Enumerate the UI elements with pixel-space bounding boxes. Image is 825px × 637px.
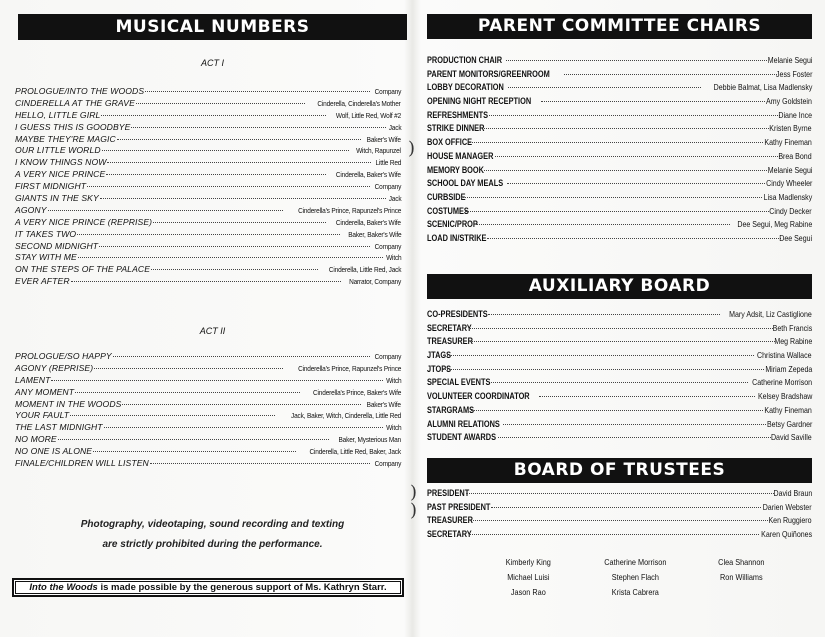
musical-numbers-title: MUSICAL NUMBERS (115, 17, 310, 37)
song-row (15, 434, 401, 446)
leader-dots (75, 392, 300, 393)
leader-dots (136, 103, 305, 104)
song-performers: Company (374, 352, 401, 361)
song-performers: Baker's Wife (366, 399, 401, 409)
song-performers: Cinderella, Little Red, Jack (328, 265, 401, 275)
song-row (15, 122, 401, 134)
leader-dots (471, 410, 763, 411)
song-row (15, 205, 401, 217)
leader-dots (102, 150, 350, 151)
song-title: OUR LITTLE WORLD (15, 145, 101, 156)
song-row (15, 387, 401, 399)
song-row (15, 110, 401, 122)
song-row (15, 157, 401, 169)
role-row (427, 137, 812, 151)
trustee-member: Clea Shannon (718, 557, 765, 567)
parent-committee-list (427, 55, 812, 247)
leader-dots (113, 356, 370, 357)
role-row (427, 432, 812, 446)
role-row (427, 206, 812, 220)
role-row (427, 419, 812, 433)
role-name: Darien Webster (763, 501, 812, 512)
role-name: Diane Ince (778, 109, 812, 120)
song-row (15, 458, 401, 470)
role-row (427, 364, 812, 378)
song-performers: Little Red (375, 158, 401, 168)
leader-dots (101, 115, 326, 116)
song-title: I KNOW THINGS NOW (15, 157, 107, 168)
role-name: Kathy Fineman (764, 404, 812, 415)
song-title: NO ONE IS ALONE (15, 446, 93, 457)
sponsor-box (12, 578, 404, 597)
role-row (427, 165, 812, 179)
leader-dots (106, 174, 326, 175)
song-title: CINDERELLA AT THE GRAVE (15, 97, 135, 108)
binding-mark: ) (410, 500, 418, 521)
leader-dots (487, 238, 781, 239)
role-title: PRESIDENT (427, 488, 470, 498)
leader-dots (58, 439, 329, 440)
leader-dots (488, 314, 720, 315)
role-name: Miriam Zepeda (765, 363, 812, 374)
leader-dots (48, 210, 283, 211)
leader-dots (71, 281, 341, 282)
role-title: LOAD IN/STRIKE (427, 232, 487, 243)
leader-dots (131, 127, 385, 128)
role-row (427, 69, 812, 83)
song-title: NO MORE (15, 434, 57, 445)
song-performers: Witch, Rapunzel (356, 146, 401, 156)
song-performers: Cinderella's Prince, Baker's Wife (312, 387, 401, 397)
leader-dots (151, 269, 318, 270)
leader-dots (491, 382, 748, 383)
role-row (427, 405, 812, 419)
role-name: Ken Ruggiero (768, 515, 812, 526)
leader-dots (470, 341, 775, 342)
song-performers: Jack (388, 122, 401, 132)
song-title: STAY WITH ME (15, 252, 77, 263)
role-name: Amy Goldstein (766, 96, 812, 107)
song-row (15, 399, 401, 411)
role-name: Melanie Segui (767, 55, 812, 65)
role-row (427, 502, 812, 516)
role-name: Brea Bond (778, 150, 812, 161)
song-performers: Baker, Mysterious Man (338, 435, 401, 445)
role-name: Meg Rabine (773, 336, 812, 347)
song-title: ON THE STEPS OF THE PALACE (15, 264, 151, 275)
role-row (427, 151, 812, 165)
role-row (427, 178, 812, 192)
leader-dots (470, 520, 768, 521)
role-title: PRODUCTION CHAIR (427, 55, 503, 65)
role-row (427, 377, 812, 391)
leader-dots (489, 115, 780, 116)
role-row (427, 96, 812, 110)
song-title: A VERY NICE PRINCE (15, 169, 106, 180)
leader-dots (107, 162, 370, 163)
leader-dots (87, 186, 370, 187)
song-performers: Company (374, 459, 401, 469)
role-row (427, 515, 812, 529)
leader-dots (465, 211, 769, 212)
trustees-title: BOARD OF TRUSTEES (513, 460, 726, 480)
role-title: SCHOOL DAY MEALS (427, 178, 504, 189)
role-name: Jess Foster (775, 68, 812, 79)
song-title: AGONY (REPRISE) (15, 362, 94, 373)
song-title: SECOND MIDNIGHT (15, 240, 99, 251)
song-performers: Cinderella, Baker's Wife (336, 217, 401, 227)
song-title: EVER AFTER (15, 276, 70, 287)
role-name: Dee Segui, Meg Rabine (737, 219, 812, 230)
role-title: STUDENT AWARDS (427, 432, 497, 443)
role-title: SCENIC/PROP (427, 219, 478, 230)
trustee-member: Jason Rao (510, 587, 546, 597)
role-row (427, 192, 812, 206)
leader-dots (94, 368, 283, 369)
song-performers: Jack (388, 194, 401, 204)
role-name: Mary Adsit, Liz Castiglione (729, 309, 812, 319)
parent-committee-title: PARENT COMMITTEE CHAIRS (477, 16, 762, 36)
role-title: REFRESHMENTS (427, 109, 489, 120)
role-title: SPECIAL EVENTS (427, 377, 491, 388)
act1-song-list (15, 86, 401, 288)
role-title: ALUMNI RELATIONS (427, 418, 500, 429)
leader-dots (484, 170, 767, 171)
role-name: David Saville (771, 432, 812, 443)
role-title: OPENING NIGHT RECEPTION (427, 96, 532, 107)
auxiliary-board-title: AUXILIARY BOARD (528, 276, 711, 296)
leader-dots (507, 183, 765, 184)
role-title: CURBSIDE (427, 191, 466, 202)
trustees-banner (427, 458, 812, 483)
role-row (427, 336, 812, 350)
role-row (427, 233, 812, 247)
song-title: HELLO, LITTLE GIRL (15, 109, 101, 120)
role-title: MEMORY BOOK (427, 164, 485, 175)
song-title: MAYBE THEY'RE MAGIC (15, 133, 116, 144)
act2-title: ACT II (199, 326, 226, 336)
role-title: JTAGS (427, 350, 452, 361)
role-name: Melanie Segui (767, 164, 812, 175)
leader-dots (476, 224, 730, 225)
song-row (15, 145, 401, 157)
song-performers: Baker, Baker's Wife (347, 229, 401, 239)
trustee-member: Krista Cabrera (611, 587, 659, 597)
role-row (427, 82, 812, 96)
role-name: Dee Segui (779, 232, 812, 243)
notice-line-2: are strictly prohibited during the performance. (102, 539, 323, 550)
song-row (15, 264, 401, 276)
sponsor-text: is made possible by the generous support of Ms. Kathryn Starr. (97, 582, 387, 593)
trustee-member: Kimberly King (505, 557, 551, 567)
role-title: SECRETARY (427, 529, 472, 540)
role-title: PARENT MONITORS/GREENROOM (427, 68, 550, 79)
leader-dots (117, 139, 361, 140)
leader-dots (443, 355, 754, 356)
role-name: David Braun (773, 488, 812, 498)
role-name: Kelsey Bradshaw (757, 391, 812, 402)
leader-dots (495, 156, 780, 157)
leader-dots (461, 197, 762, 198)
leader-dots (564, 74, 777, 75)
role-title: STRIKE DINNER (427, 123, 485, 134)
song-title: I GUESS THIS IS GOODBYE (15, 121, 131, 132)
song-title: YOUR FAULT (15, 410, 70, 421)
auxiliary-board-list (427, 309, 812, 446)
song-row (15, 351, 401, 363)
leader-dots (541, 101, 765, 102)
song-performers: Witch (385, 253, 401, 263)
song-performers: Company (374, 182, 401, 192)
song-row (15, 169, 401, 181)
song-row (15, 193, 401, 205)
role-title: STARGRAMS (427, 404, 475, 415)
leader-dots (77, 234, 339, 235)
song-row (15, 181, 401, 193)
song-performers: Witch (385, 375, 401, 385)
song-title: AGONY (15, 204, 47, 215)
trustee-member: Michael Luisi (507, 572, 550, 582)
leader-dots (100, 198, 386, 199)
role-title: LOBBY DECORATION (427, 82, 504, 93)
leader-dots (145, 91, 370, 92)
leader-dots (78, 257, 383, 258)
song-title: PROLOGUE/SO HAPPY (15, 351, 112, 361)
role-row (427, 488, 812, 502)
song-performers: Cinderella's Prince, Rapunzel's Prince (297, 363, 401, 373)
parent-committee-banner (427, 14, 812, 39)
role-name: Lisa Madlensky (763, 191, 812, 202)
song-row (15, 134, 401, 146)
song-title: THE LAST MIDNIGHT (15, 422, 103, 433)
role-title: COSTUMES (427, 205, 469, 216)
song-performers: Narrator, Company (349, 277, 401, 287)
leader-dots (539, 396, 754, 397)
role-row (427, 309, 812, 323)
song-performers: Baker's Wife (366, 134, 401, 144)
role-name: Karen Quiñones (761, 529, 812, 540)
leader-dots (466, 493, 774, 494)
leader-dots (122, 404, 361, 405)
role-row (427, 110, 812, 124)
role-row (427, 350, 812, 364)
leader-dots (70, 415, 275, 416)
song-title: A VERY NICE PRINCE (REPRISE) (15, 216, 153, 227)
role-row (427, 323, 812, 337)
role-row (427, 123, 812, 137)
leader-dots (503, 424, 766, 425)
song-row (15, 422, 401, 434)
role-title: BOX OFFICE (427, 137, 473, 148)
role-name: Cindy Decker (769, 205, 812, 216)
song-performers: Cinderella's Prince, Rapunzel's Prince (297, 205, 401, 215)
leader-dots (104, 427, 383, 428)
leader-dots (153, 222, 326, 223)
role-name: Cindy Wheeler (765, 178, 812, 189)
song-row (15, 446, 401, 458)
song-performers: Witch (385, 423, 401, 433)
leader-dots (484, 128, 769, 129)
trustees-officer-list (427, 488, 812, 543)
role-title: VOLUNTEER COORDINATOR (427, 391, 530, 402)
leader-dots (469, 142, 763, 143)
song-row (15, 86, 401, 98)
binding-mark: ) (410, 482, 418, 503)
role-row (427, 55, 812, 69)
leader-dots (469, 534, 759, 535)
song-row (15, 410, 401, 422)
leader-dots (443, 369, 763, 370)
leader-dots (469, 328, 773, 329)
musical-numbers-banner (18, 14, 407, 40)
song-title: IT TAKES TWO (15, 228, 77, 239)
song-row (15, 363, 401, 375)
song-title: MOMENT IN THE WOODS (15, 398, 122, 409)
song-title: ANY MOMENT (15, 386, 75, 397)
song-performers: Company (374, 241, 401, 251)
song-row (15, 241, 401, 253)
role-title: PAST PRESIDENT (427, 501, 491, 512)
role-title: TREASURER (427, 336, 473, 347)
song-title: PROLOGUE/INTO THE WOODS (15, 86, 145, 96)
binding-mark: ) (408, 138, 416, 159)
role-title: SECRETARY (427, 322, 472, 333)
notice-line-1: Photography, videotaping, sound recording and texting (80, 519, 345, 530)
trustee-member: Catherine Morrison (603, 557, 667, 567)
role-row (427, 391, 812, 405)
leader-dots (498, 437, 771, 438)
song-performers: Wolf, Little Red, Wolf #2 (335, 110, 401, 120)
role-name: Catherine Morrison (752, 377, 812, 388)
leader-dots (508, 87, 701, 88)
song-performers: Company (374, 87, 401, 96)
trustee-members-grid (475, 557, 795, 597)
role-name: Betsy Gardner (766, 418, 812, 429)
role-row (427, 529, 812, 543)
leader-dots (150, 463, 370, 464)
trustee-member: Stephen Flach (611, 572, 659, 582)
song-performers: Cinderella, Little Red, Baker, Jack (309, 447, 401, 457)
song-row (15, 276, 401, 288)
role-title: JTOPS (427, 363, 452, 374)
role-name: Debbie Balmat, Lisa Madlensky (713, 82, 812, 93)
act2-song-list (15, 351, 401, 470)
song-title: FIRST MIDNIGHT (15, 181, 87, 192)
song-performers: Cinderella, Cinderella's Mother (317, 98, 401, 108)
auxiliary-board-banner (427, 274, 812, 299)
song-performers: Jack, Baker, Witch, Cinderella, Little Red (290, 411, 401, 421)
role-name: Kristen Byrne (769, 123, 812, 134)
song-row (15, 98, 401, 110)
song-row (15, 252, 401, 264)
role-name: Beth Francis (772, 322, 812, 333)
role-title: TREASURER (427, 515, 473, 526)
role-name: Christina Wallace (757, 350, 812, 361)
role-title: CO-PRESIDENTS (427, 309, 488, 319)
song-title: GIANTS IN THE SKY (15, 193, 99, 204)
sponsor-show-title: Into the Woods (29, 582, 98, 593)
trustee-member: Ron Williams (720, 572, 763, 582)
leader-dots (99, 246, 370, 247)
leader-dots (51, 380, 382, 381)
role-title: HOUSE MANAGER (427, 150, 494, 161)
song-row (15, 229, 401, 241)
song-title: LAMENT (15, 374, 51, 385)
song-title: FINALE/CHILDREN WILL LISTEN (15, 458, 149, 469)
act1-title: ACT I (200, 58, 224, 68)
role-row (427, 219, 812, 233)
leader-dots (506, 60, 767, 61)
song-performers: Cinderella, Baker's Wife (336, 170, 401, 180)
leader-dots (491, 507, 761, 508)
role-name: Kathy Fineman (764, 137, 812, 148)
song-row (15, 375, 401, 387)
song-row (15, 217, 401, 229)
leader-dots (93, 451, 296, 452)
